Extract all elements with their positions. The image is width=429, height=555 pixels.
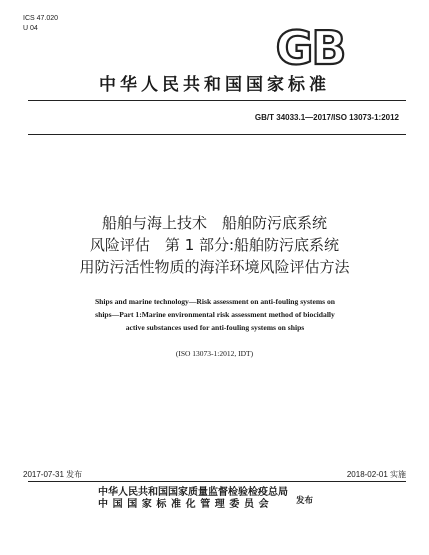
standard-number: GB/T 34033.1—2017/ISO 13073-1:2012 (254, 113, 399, 122)
number-divider (28, 134, 406, 135)
standard-title: 中华人民共和国国家标准 (99, 75, 330, 95)
chinese-title-line-2: 风险评估 第 1 部分:船舶防污底系统 (89, 236, 340, 254)
ics-codes (23, 14, 58, 34)
chinese-title-line-1: 船舶与海上技术 船舶防污底系统 (101, 214, 327, 232)
gb-logo-text: GB (275, 24, 345, 68)
issued-label: 发布 (296, 496, 314, 506)
iso-reference: (ISO 13073-1:2012, IDT) (175, 349, 254, 358)
footer-divider (28, 481, 406, 482)
english-title-line-2: ships—Part 1:Marine environmental risk assessment method of biocidally (95, 310, 335, 319)
ccs-number: U 04 (23, 25, 38, 32)
issuer-sac: 中国国家标准化管理委员会 (98, 499, 274, 510)
publish-date: 2017-07-31 发布 (23, 470, 83, 479)
chinese-title-line-3: 用防污活性物质的海洋环境风险评估方法 (79, 258, 350, 276)
english-title-line-3: active substances used for anti-fouling systems on ships (125, 323, 305, 332)
gb-logo (270, 24, 350, 68)
ics-number: ICS 47.020 (23, 15, 59, 22)
header-divider (28, 100, 406, 101)
chinese-title (0, 212, 429, 278)
issuing-authorities (98, 487, 288, 511)
issuer-aqsiq: 中华人民共和国国家质量监督检验检疫总局 (98, 487, 288, 498)
english-title-line-1: Ships and marine technology—Risk assessment on anti-fouling systems on (94, 297, 336, 306)
implement-date: 2018-02-01 实施 (346, 470, 406, 479)
english-title (34, 295, 396, 334)
